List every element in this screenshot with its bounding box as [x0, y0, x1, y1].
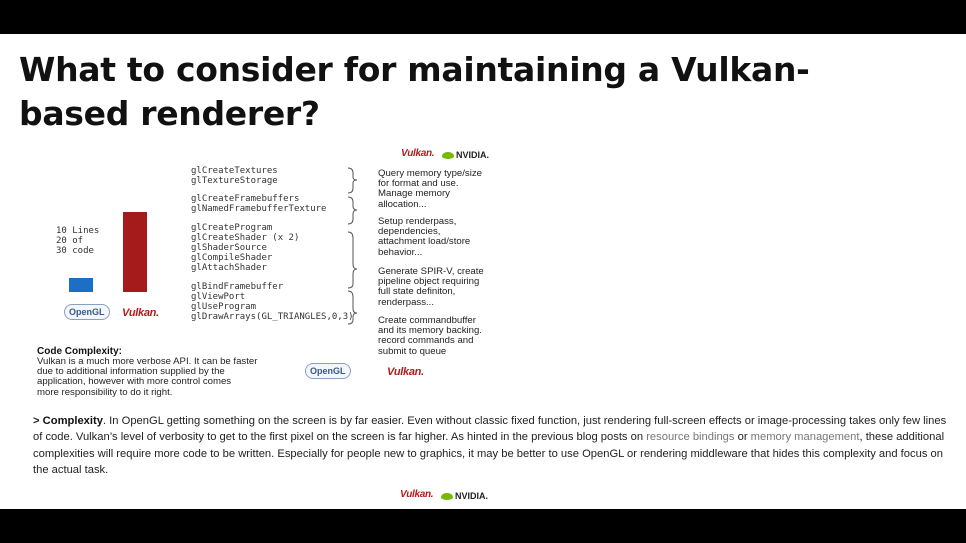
- nvidia-logo-top: [442, 150, 489, 160]
- note-commandbuffer: [378, 316, 482, 357]
- slide-title: What to consider for maintaining a Vulkan-based renderer?: [19, 50, 810, 133]
- nvidia-logo-footer: [441, 491, 488, 501]
- vulkan-bar: [123, 212, 147, 292]
- note-line: record commands and: [378, 335, 474, 347]
- code-line: glCreateFramebuffers: [191, 194, 300, 204]
- vulkan-logo-small: Vulkan.: [122, 307, 159, 319]
- complexity-line: due to additional information supplied by the: [37, 366, 225, 378]
- lines-label-line: 10 Lines: [56, 226, 100, 236]
- note-line: submit to queue: [378, 345, 447, 357]
- nvidia-eye-icon: [441, 493, 453, 500]
- note-line: allocation...: [378, 198, 427, 210]
- code-line: glAttachShader: [191, 263, 267, 273]
- lines-of-code-label: [56, 226, 99, 256]
- nvidia-eye-icon: [442, 152, 454, 159]
- code-line: glViewPort: [191, 292, 246, 302]
- note-line: Manage memory: [378, 188, 450, 200]
- memory-management-link[interactable]: memory management: [750, 431, 860, 444]
- opengl-logo-small: OpenGL: [64, 304, 110, 320]
- paragraph-text: or: [734, 431, 751, 444]
- code-line: glNamedFramebufferTexture: [191, 204, 327, 214]
- lines-label-line: 30 code: [56, 246, 94, 256]
- complexity-line: Vulkan is a much more verbose API. It can be faster: [37, 356, 258, 367]
- opengl-bar: [69, 278, 93, 292]
- note-line: for format and use.: [378, 178, 459, 190]
- note-line: behavior...: [378, 246, 423, 258]
- opengl-code-list: [191, 166, 354, 322]
- code-line: glCompileShader: [191, 253, 273, 263]
- note-line: pipeline object requiring: [378, 276, 480, 288]
- note-line: Setup renderpass,: [378, 216, 457, 227]
- paragraph-text: . In OpenGL getting something on the screen is by far easier. Even without classic fixed function, just rendering full-screen effects or image-processing takes only few lines of code. Vulkan’s level of verbosity to get to the first pixel on the screen is far higher. As hinted in the previous blog posts on: [33, 415, 947, 444]
- note-line: full state definiton,: [378, 286, 456, 298]
- code-line: glUseProgram: [191, 302, 257, 312]
- note-line: Generate SPIR-V, create: [378, 266, 484, 277]
- note-renderpass: [378, 217, 470, 258]
- code-line: glBindFramebuffer: [191, 282, 284, 292]
- complexity-paragraph: [33, 413, 953, 478]
- code-line: glCreateShader (x 2): [191, 233, 300, 243]
- code-line: glTextureStorage: [191, 176, 278, 186]
- vulkan-logo-top: Vulkan.: [401, 148, 435, 159]
- code-line: glCreateProgram: [191, 223, 273, 233]
- code-line: glCreateTextures: [191, 166, 278, 176]
- vulkan-logo-large: Vulkan.: [387, 366, 424, 378]
- note-memory: [378, 169, 482, 210]
- complexity-line: more responsibility to do it right.: [37, 386, 173, 398]
- letterbox-top: [0, 0, 966, 34]
- slide: [0, 34, 966, 509]
- lines-label-line: 20 of: [56, 236, 84, 246]
- note-line: dependencies,: [378, 226, 441, 238]
- resource-bindings-link[interactable]: resource bindings: [646, 431, 735, 444]
- opengl-logo-large: OpenGL: [305, 363, 351, 379]
- nvidia-logo-text: NVIDIA.: [455, 491, 489, 501]
- note-pipeline: [378, 267, 484, 308]
- note-line: attachment load/store: [378, 236, 471, 248]
- complexity-line: application, however with more control comes: [37, 376, 232, 388]
- paragraph-lead: Complexity: [42, 415, 103, 427]
- note-line: renderpass...: [378, 296, 434, 308]
- brace-group-icon: [344, 166, 364, 326]
- vulkan-logo-footer: Vulkan.: [400, 489, 434, 500]
- note-line: Create commandbuffer: [378, 315, 476, 326]
- nvidia-logo-text: NVIDIA.: [456, 150, 490, 160]
- complexity-text: [37, 357, 257, 398]
- note-line: and its memory backing.: [378, 325, 482, 337]
- note-line: Query memory type/size: [378, 168, 482, 179]
- complexity-heading: Code Complexity:: [37, 346, 123, 357]
- code-line: glShaderSource: [191, 243, 267, 253]
- letterbox-bottom: [0, 509, 966, 543]
- code-line: glDrawArrays(GL_TRIANGLES,0,3): [191, 312, 354, 322]
- bullet-marker: >: [33, 415, 40, 427]
- paragraph-text: , these additional complexities will require more code to be written. Especially for people new to graphics, it may be better to use OpenGL or rendering middleware that hides this complexity and focus on the actual task.: [33, 431, 945, 476]
